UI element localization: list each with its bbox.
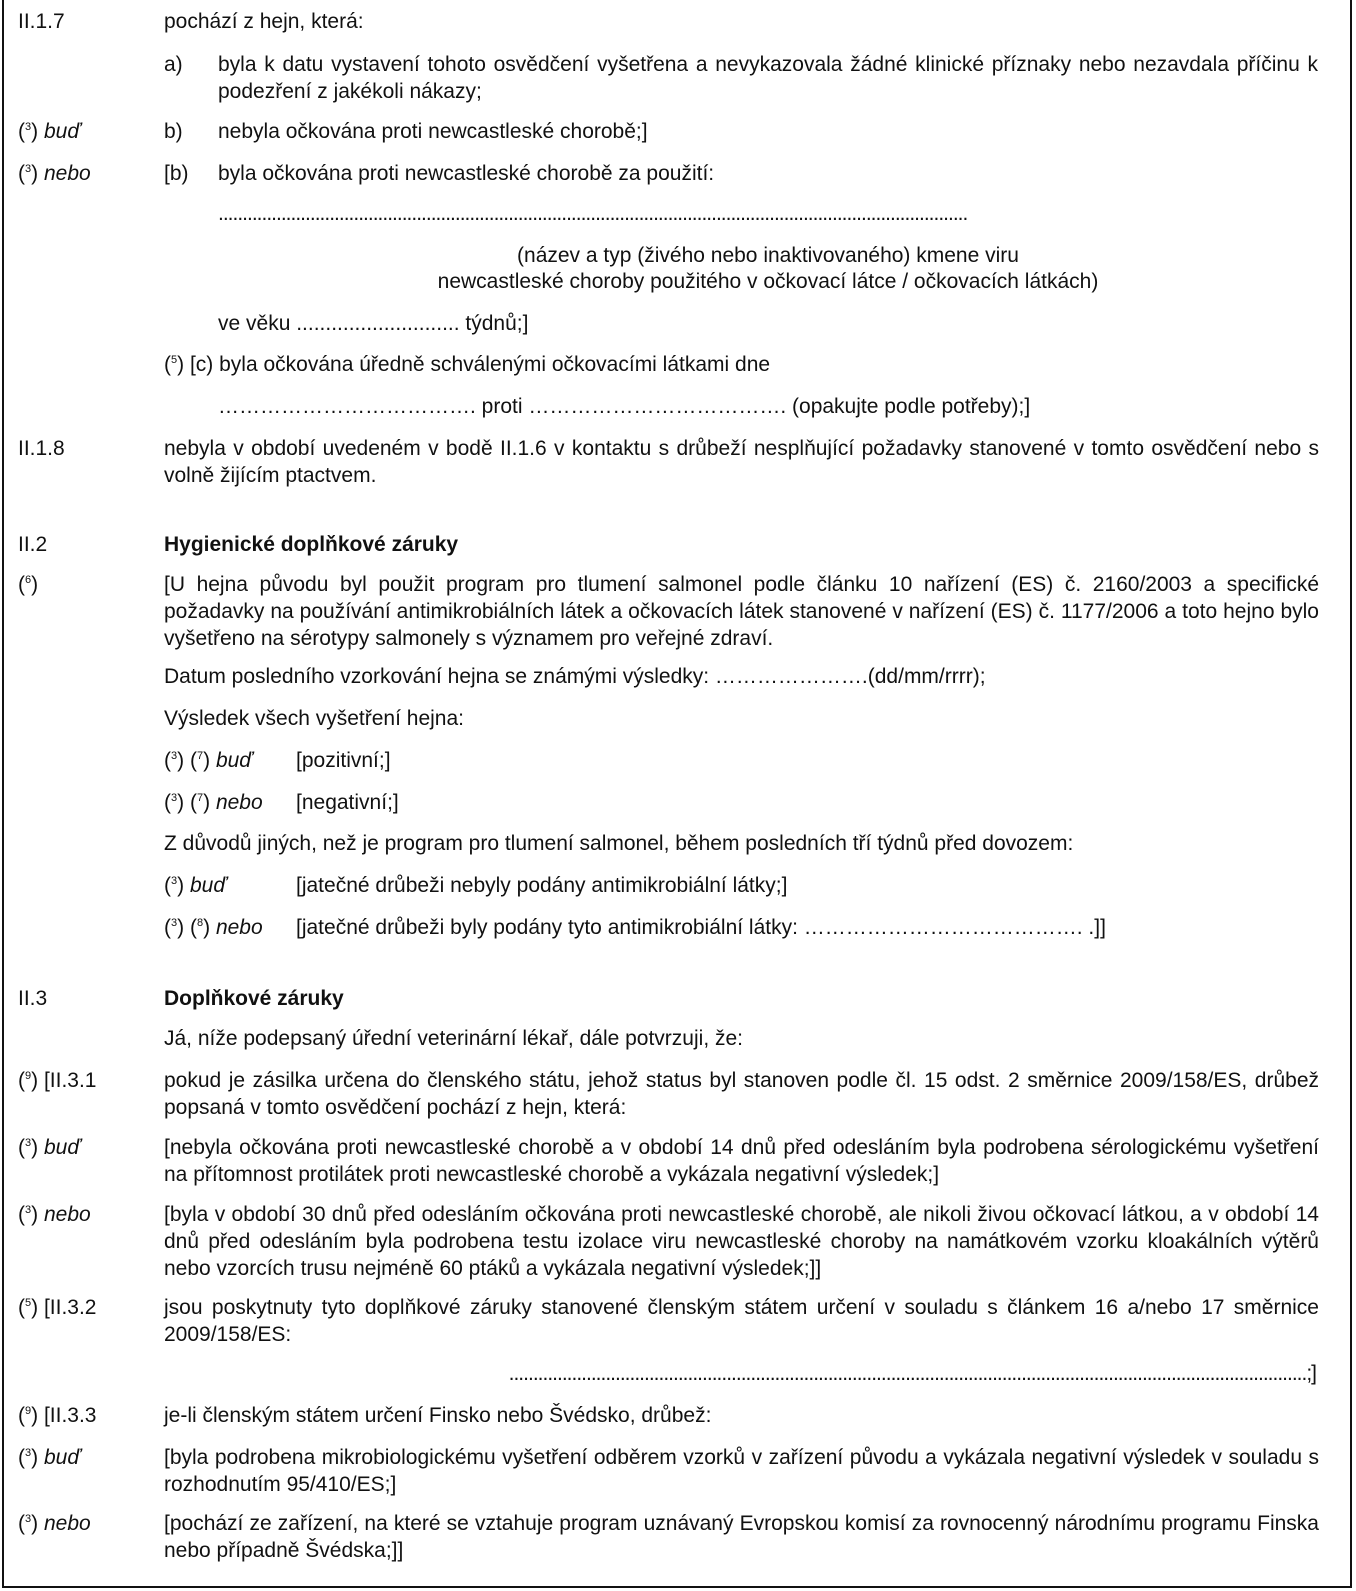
item-label: [b) xyxy=(164,162,189,185)
option-word: nebo xyxy=(215,791,263,814)
option-marker xyxy=(18,160,91,191)
option-word: buď xyxy=(215,749,253,772)
item-label: a) xyxy=(164,53,183,76)
option-marker xyxy=(164,747,252,778)
date-line: ………………………………. proti ………………………………. (opakujte podle potřeby);] xyxy=(218,395,1031,418)
section-intro: Já, níže podepsaný úřední veterinární lékař, dále potvrzuji, že: xyxy=(164,1027,743,1050)
option-marker xyxy=(18,1134,80,1165)
option-word: buď xyxy=(43,120,81,143)
option-marker xyxy=(164,914,263,945)
item-text: [c) byla očkována úředně schválenými očkovacími látkami dne xyxy=(189,353,771,376)
section-number: II.1.8 xyxy=(18,437,65,460)
section-title: Hygienické doplňkové záruky xyxy=(164,533,459,556)
fill-in-dots: .....................................................................................................................................................................;] xyxy=(508,1362,1316,1385)
subsection-text: pokud je zásilka určena do členského státu, jehož status byl stanoven podle čl. 15 odst. 2 směrnice 2009/158/ES, drůbež popsaná v tomto osvědčení pochází z hejn, která: xyxy=(164,1069,1319,1119)
footnote-ref: ($^3$) xyxy=(18,1136,39,1159)
subsection-marker: ($^9$) [II.3.3 xyxy=(18,1404,97,1427)
option-text: [nebyla očkována proti newcastleské chorobě a v období 14 dnů před odesláním byla podrobena sérologickému vyšetření na přítomnost protilátek proti newcastleské chorobě a vykázala negativní výsledek;] xyxy=(164,1136,1319,1186)
option-text: [pochází ze zařízení, na které se vztahuje program uznávaný Evropskou komisí za rovnocenný národnímu programu Finska nebo případně Švédska;]] xyxy=(164,1512,1319,1562)
footnote-ref: ($^5$) xyxy=(164,353,185,376)
option-marker xyxy=(18,1444,80,1475)
item-text: byla k datu vystavení tohoto osvědčení vyšetřena a nevykazovala žádné klinické příznaky nebo nezavdala příčinu k podezření z jakékoli nákazy; xyxy=(218,53,1318,103)
option-marker xyxy=(18,1201,91,1232)
footnote-ref: ($^3$) xyxy=(164,874,185,897)
section-intro: pochází z hejn, která: xyxy=(164,10,364,33)
item-text: nebyla očkována proti newcastleské chorobě;] xyxy=(218,120,648,143)
footnote-ref: ($^3$) xyxy=(18,120,39,143)
option-word: nebo xyxy=(215,916,263,939)
option-marker xyxy=(164,872,226,903)
footnote-ref: ($^3$) ($^7$) xyxy=(164,749,211,772)
footnote-ref: ($^3$) ($^7$) xyxy=(164,791,211,814)
other-intro: Z důvodů jiných, než je program pro tlumení salmonel, během posledních tří týdnů před dovozem: xyxy=(164,832,1074,855)
caption-line: (název a typ (živého nebo inaktivovaného) kmene viru xyxy=(517,244,1019,267)
footnote-ref: ($^3$) xyxy=(18,1446,39,1469)
fill-in-dots: ........................................................................................................................................................... xyxy=(218,202,968,225)
section-title: Doplňkové záruky xyxy=(164,987,344,1010)
section-number: II.2 xyxy=(18,533,48,556)
option-word: buď xyxy=(43,1136,81,1159)
item-label: b) xyxy=(164,120,183,143)
subsection-text: je-li členským státem určení Finsko nebo Švédsko, drůbež: xyxy=(164,1404,712,1427)
option-text: [pozitivní;] xyxy=(296,749,391,772)
footnote-ref: ($^3$) xyxy=(18,1512,39,1535)
footnote-ref: ($^3$) xyxy=(18,162,39,185)
section-paragraph: [U hejna původu byl použit program pro tlumení salmonel podle článku 10 nařízení (ES) č. 2160/2003 a specifické požadavky na používání antimikrobiálních látek a očkovacích látek stanovené v nařízení (ES) č. 1177/2006 a toto hejno bylo vyšetřeno na sérotypy salmonely s významem pro veřejné zdraví. xyxy=(164,573,1319,650)
subsection-text: jsou poskytnuty tyto doplňkové záruky stanovené členským státem určení v souladu s článkem 16 a/nebo 17 směrnice 2009/158/ES: xyxy=(164,1296,1319,1346)
item-c xyxy=(164,351,770,382)
option-marker xyxy=(18,1510,91,1541)
age-line: ve věku ............................ týdnů;] xyxy=(218,312,529,335)
subsection-marker: ($^9$) [II.3.1 xyxy=(18,1069,97,1092)
option-marker xyxy=(164,789,263,820)
result-intro: Výsledek všech vyšetření hejna: xyxy=(164,707,464,730)
option-text: [byla podrobena mikrobiologickému vyšetření odběrem vzorků v zařízení původu a vykázala negativní výsledek v souladu s rozhodnutím 95/410/ES;] xyxy=(164,1446,1319,1496)
option-text: [jatečné drůbeži nebyly podány antimikrobiální látky;] xyxy=(296,874,788,897)
option-text: [jatečné drůbeži byly podány tyto antimikrobiální látky: …………………………………. .]] xyxy=(296,916,1106,939)
footnote-ref: ($^3$) ($^8$) xyxy=(164,916,211,939)
section-number: II.1.7 xyxy=(18,10,65,33)
option-word: nebo xyxy=(43,1203,91,1226)
date-line: Datum posledního vzorkování hejna se známými výsledky: ………………….(dd/mm/rrrr); xyxy=(164,665,986,688)
footnote-ref: ($^6$) xyxy=(18,573,39,596)
caption-line: newcastleské choroby použitého v očkovací látce / očkovacích látkách) xyxy=(437,270,1099,293)
option-word: buď xyxy=(189,874,227,897)
section-text: nebyla v období uvedeném v bodě II.1.6 v kontaktu s drůbeží nesplňující požadavky stanovené v tomto osvědčení nebo s volně žijícím ptactvem. xyxy=(164,437,1319,487)
option-word: nebo xyxy=(43,162,91,185)
option-word: buď xyxy=(43,1446,81,1469)
item-text: byla očkována proti newcastleské chorobě za použití: xyxy=(218,162,715,185)
section-number: II.3 xyxy=(18,987,48,1010)
footnote-ref: ($^3$) xyxy=(18,1203,39,1226)
subsection-marker: ($^5$) [II.3.2 xyxy=(18,1296,97,1319)
option-text: [byla v období 30 dnů před odesláním očkována proti newcastleské chorobě, ale nikoli živou očkovací látkou, a v období 14 dnů před odesláním byla podrobena testu izolace viru newcastleské choroby na namátkovém vzorku kloakálních výtěrů nebo vzorcích trusu nejméně 60 ptáků a vykázala negativní výsledek;]] xyxy=(164,1203,1319,1280)
option-text: [negativní;] xyxy=(296,791,399,814)
option-marker xyxy=(18,118,80,149)
option-word: nebo xyxy=(43,1512,91,1535)
